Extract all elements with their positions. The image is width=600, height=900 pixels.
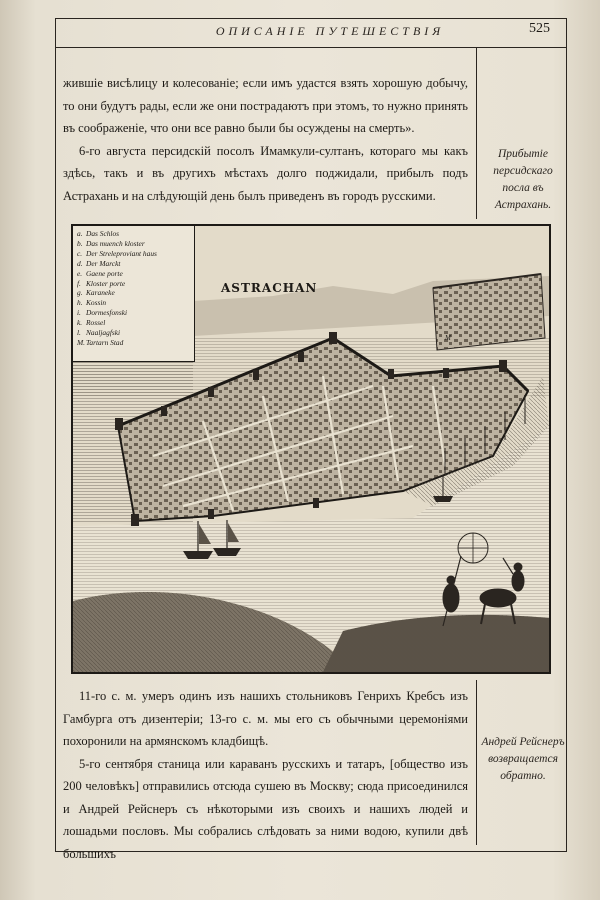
legend-item: f. Kloster porte	[77, 278, 126, 288]
legend-item: i. Dormesfonski	[77, 308, 128, 318]
paragraph-4: 5-го сентября станица или караванъ русскихъ и татаръ, [общество изъ 200 человѣкъ] отправились отсюда сушею въ Москву; сюда присоединился и Андрей Рейснеръ съ нѣкоторыми изъ своихъ и нашихъ людей и лошадьми пословъ. Мы собрались слѣдовать за ними водою, купили двѣ большихъ	[63, 756, 468, 861]
margin-column-rule-top	[476, 47, 477, 219]
engraving-title: ASTRACHAN	[221, 281, 318, 295]
margin-note-return: Андрей Рейснеръ возвращается обратно.	[481, 736, 565, 782]
running-title: ОПИСАНІЕ ПУТЕШЕСТВІЯ	[215, 24, 445, 38]
legend-item: l. Naaljagfski	[77, 328, 121, 338]
astrakhan-engraving	[71, 224, 551, 674]
margin-note-arrival: Прибытіе персидскаго посла въ Астрахань.	[493, 148, 553, 211]
legend-item: h. Kossin	[77, 298, 107, 308]
page-number: 525	[529, 21, 550, 36]
paragraph-2: 6-го августа персидскій посолъ Имамкули-султанъ, котораго мы какъ здѣсь, такъ и въ другихъ мѣстахъ долго поджидали, прибылъ подъ Астрахань и на слѣдующій день былъ приведенъ въ городъ русскими.	[63, 143, 468, 203]
legend-item: a. Das Schlos	[77, 229, 120, 238]
legend-item: e. Gaene porte	[77, 268, 123, 278]
paragraph-3: 11-го с. м. умеръ одинъ изъ нашихъ стольниковъ Генрихъ Кребсъ изъ Гамбурга отъ дизентеріи; 13-го с. м. мы его съ обычными церемоніями похоронили на армянскомъ кладбищѣ.	[63, 689, 468, 748]
legend-item: g. Karaneke	[77, 288, 115, 298]
legend-item: k. Rossel	[77, 318, 106, 328]
margin-column-rule-bottom	[476, 680, 477, 845]
legend-item: d. Der Marckt	[77, 258, 121, 268]
map-legend	[73, 226, 195, 362]
legend-item: c. Der Streleproviant haus	[77, 248, 157, 258]
top-text-block	[63, 72, 468, 207]
bottom-text-block	[63, 685, 468, 865]
legend-item: b. Das muench kloster	[77, 238, 145, 248]
legend-item: M.Tartarn Stad	[77, 337, 124, 347]
paragraph-1: жившіе висѣлицу и колесованіе; если имъ удастся взять хорошую добычу, то они будутъ рады, если же они пострадаютъ при этомъ, то нужно принять въ соображеніе, что они все равно были бы осуждены на смерть».	[63, 76, 468, 135]
header-rule	[55, 47, 566, 48]
engraving-m-label: M	[445, 334, 451, 342]
